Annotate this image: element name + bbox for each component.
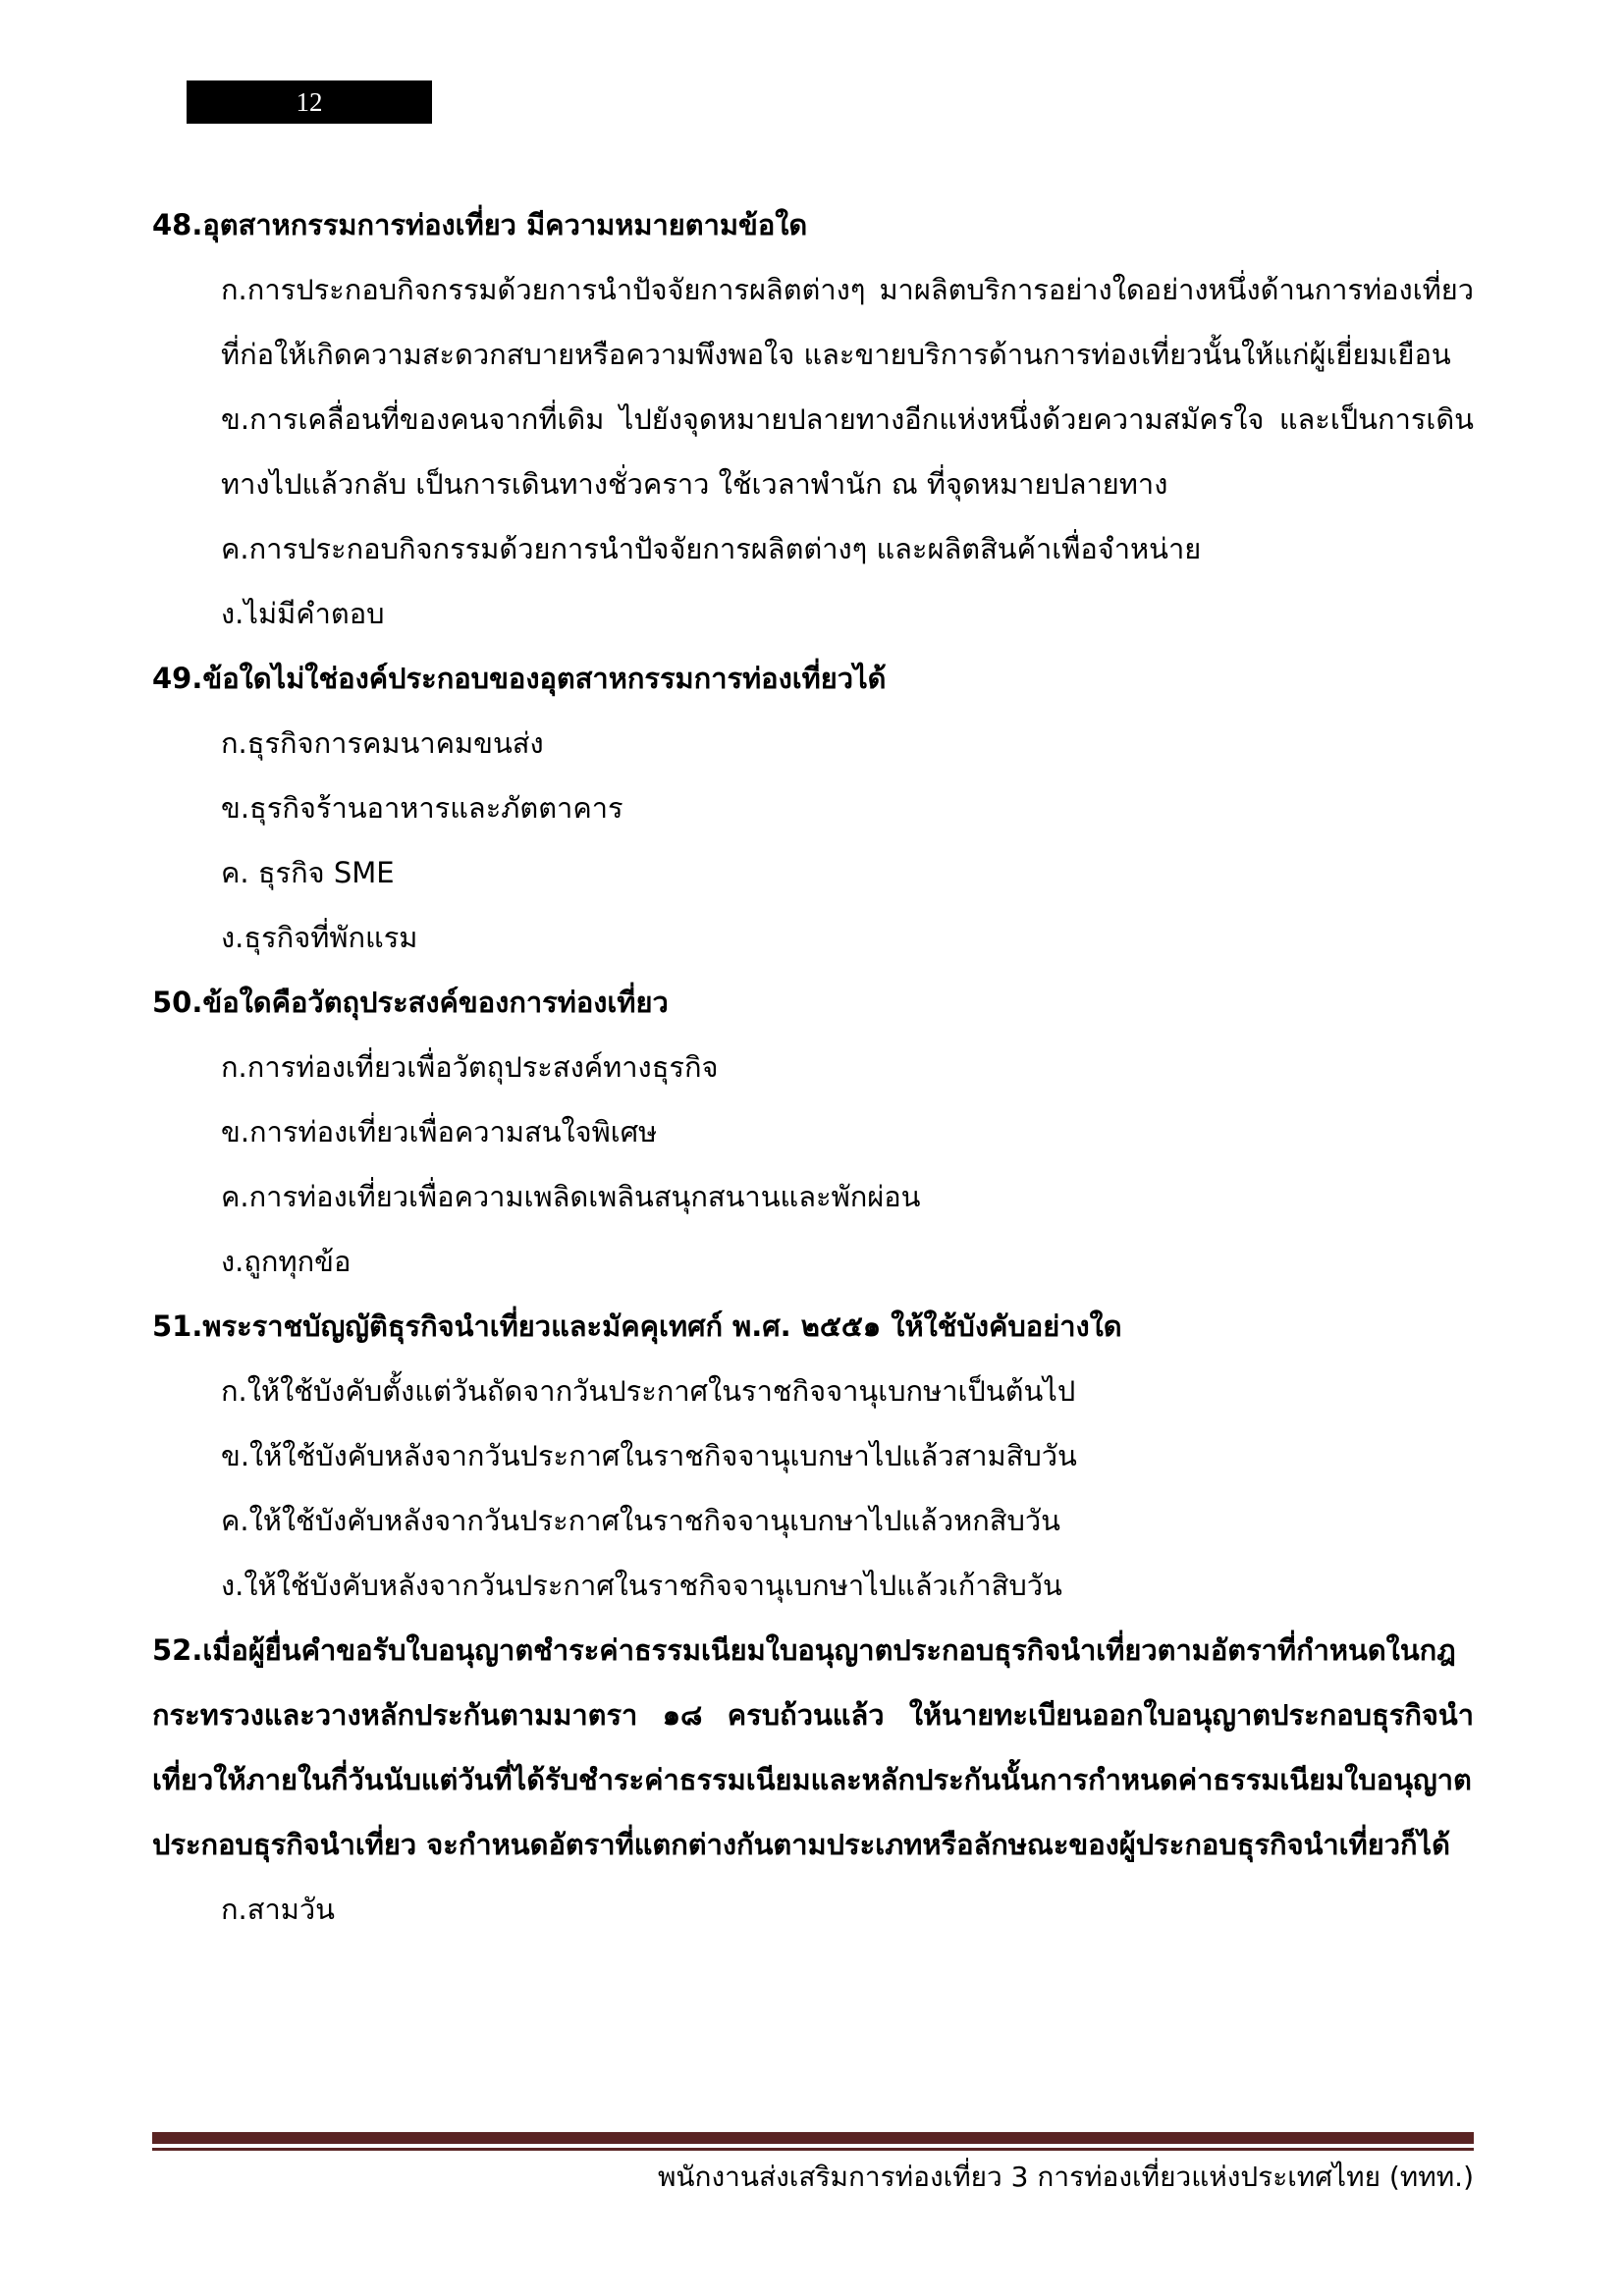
choice-b: ข.ให้ใช้บังคับหลังจากวันประกาศในราชกิจจานุเบกษาไปแล้วสามสิบวัน [221,1439,1077,1472]
choice-b: ข.การเคลื่อนที่ของคนจากที่เดิม ไปยังจุดหมายปลายทางอีกแห่งหนึ่งด้วยความสมัครใจ และเป็นการเดินทางไปแล้วกลับ เป็นการเดินทางชั่วคราว ใช้เวลาพำนัก ณ ที่จุดหมายปลายทาง [221,402,1474,501]
choice-a: ก.สามวัน [221,1893,335,1926]
choice-a: ก.การท่องเที่ยวเพื่อวัตถุประสงค์ทางธุรกิจ [221,1050,719,1084]
choice-c: ค. ธุรกิจ SME [221,856,395,889]
question-text: 52.เมื่อผู้ยื่นคำขอรับใบอนุญาตชำระค่าธรรมเนียมใบอนุญาตประกอบธุรกิจนำเที่ยวตามอัตราที่กำหนดในกฎกระทรวงและวางหลักประกันตามมาตรา ๑๘ ครบถ้วนแล้ว ให้นายทะเบียนออกใบอนุญาตประกอบธุรกิจนำเที่ยวให้ภายในกี่วันนับแต่วันที่ได้รับชำระค่าธรรมเนียมและหลักประกันนั้นการกำหนดค่าธรรมเนียมใบอนุญาตประกอบธุรกิจนำเที่ยว จะกำหนดอัตราที่แตกต่างกันตามประเภทหรือลักษณะของผู้ประกอบธุรกิจนำเที่ยวก็ได้ [152,1633,1474,1861]
choice-d: ง.ให้ใช้บังคับหลังจากวันประกาศในราชกิจจานุเบกษาไปแล้วเก้าสิบวัน [221,1569,1062,1602]
choice-b: ข.การท่องเที่ยวเพื่อความสนใจพิเศษ [221,1115,658,1148]
footer-rule-thin [152,2148,1474,2151]
question-block [152,1294,1474,1618]
choice-c: ค.การท่องเที่ยวเพื่อความเพลิดเพลินสนุกสนานและพักผ่อน [221,1180,921,1213]
footer-text: พนักงานส่งเสริมการท่องเที่ยว 3 การท่องเที่ยวแห่งประเทศไทย (ททท.) [657,2161,1474,2193]
page-number: 12 [296,86,323,117]
choice-c: ค.การประกอบกิจกรรมด้วยการนำปัจจัยการผลิตต่างๆ และผลิตสินค้าเพื่อจำหน่าย [221,532,1202,565]
choice-d: ง.ธุรกิจที่พักแรม [221,921,418,954]
choice-a: ก.การประกอบกิจกรรมด้วยการนำปัจจัยการผลิตต่างๆ มาผลิตบริการอย่างใดอย่างหนึ่งด้านการท่องเที่ยว ที่ก่อให้เกิดความสะดวกสบายหรือความพึงพอใจ และขายบริการด้านการท่องเที่ยวนั้นให้แก่ผู้เยี่ยมเยือน [221,273,1474,371]
question-block [152,192,1474,646]
question-text: 48.อุตสาหกรรมการท่องเที่ยว มีความหมายตามข้อใด [152,208,808,241]
question-text: 50.ข้อใดคือวัตถุประสงค์ของการท่องเที่ยว [152,986,669,1019]
question-text: 51.พระราชบัญญัติธุรกิจนำเที่ยวและมัคคุเทศก์ พ.ศ. ๒๕๕๑ ให้ใช้บังคับอย่างใด [152,1309,1122,1343]
question-text: 49.ข้อใดไม่ใช่องค์ประกอบของอุตสาหกรรมการท่องเที่ยวได้ [152,662,887,695]
choice-b: ข.ธุรกิจร้านอาหารและภัตตาคาร [221,791,623,825]
question-block [152,970,1474,1294]
question-block [152,646,1474,970]
question-list [152,192,1474,1942]
question-block [152,1618,1474,1942]
choice-c: ค.ให้ใช้บังคับหลังจากวันประกาศในราชกิจจานุเบกษาไปแล้วหกสิบวัน [221,1504,1061,1537]
footer-rule-thick [152,2132,1474,2144]
choice-a: ก.ให้ใช้บังคับตั้งแต่วันถัดจากวันประกาศในราชกิจจานุเบกษาเป็นต้นไป [221,1374,1076,1408]
choice-d: ง.ถูกทุกข้อ [221,1245,352,1278]
page-number-bar [187,80,432,124]
choice-a: ก.ธุรกิจการคมนาคมขนส่ง [221,726,544,760]
choice-d: ง.ไม่มีคำตอบ [221,597,385,630]
